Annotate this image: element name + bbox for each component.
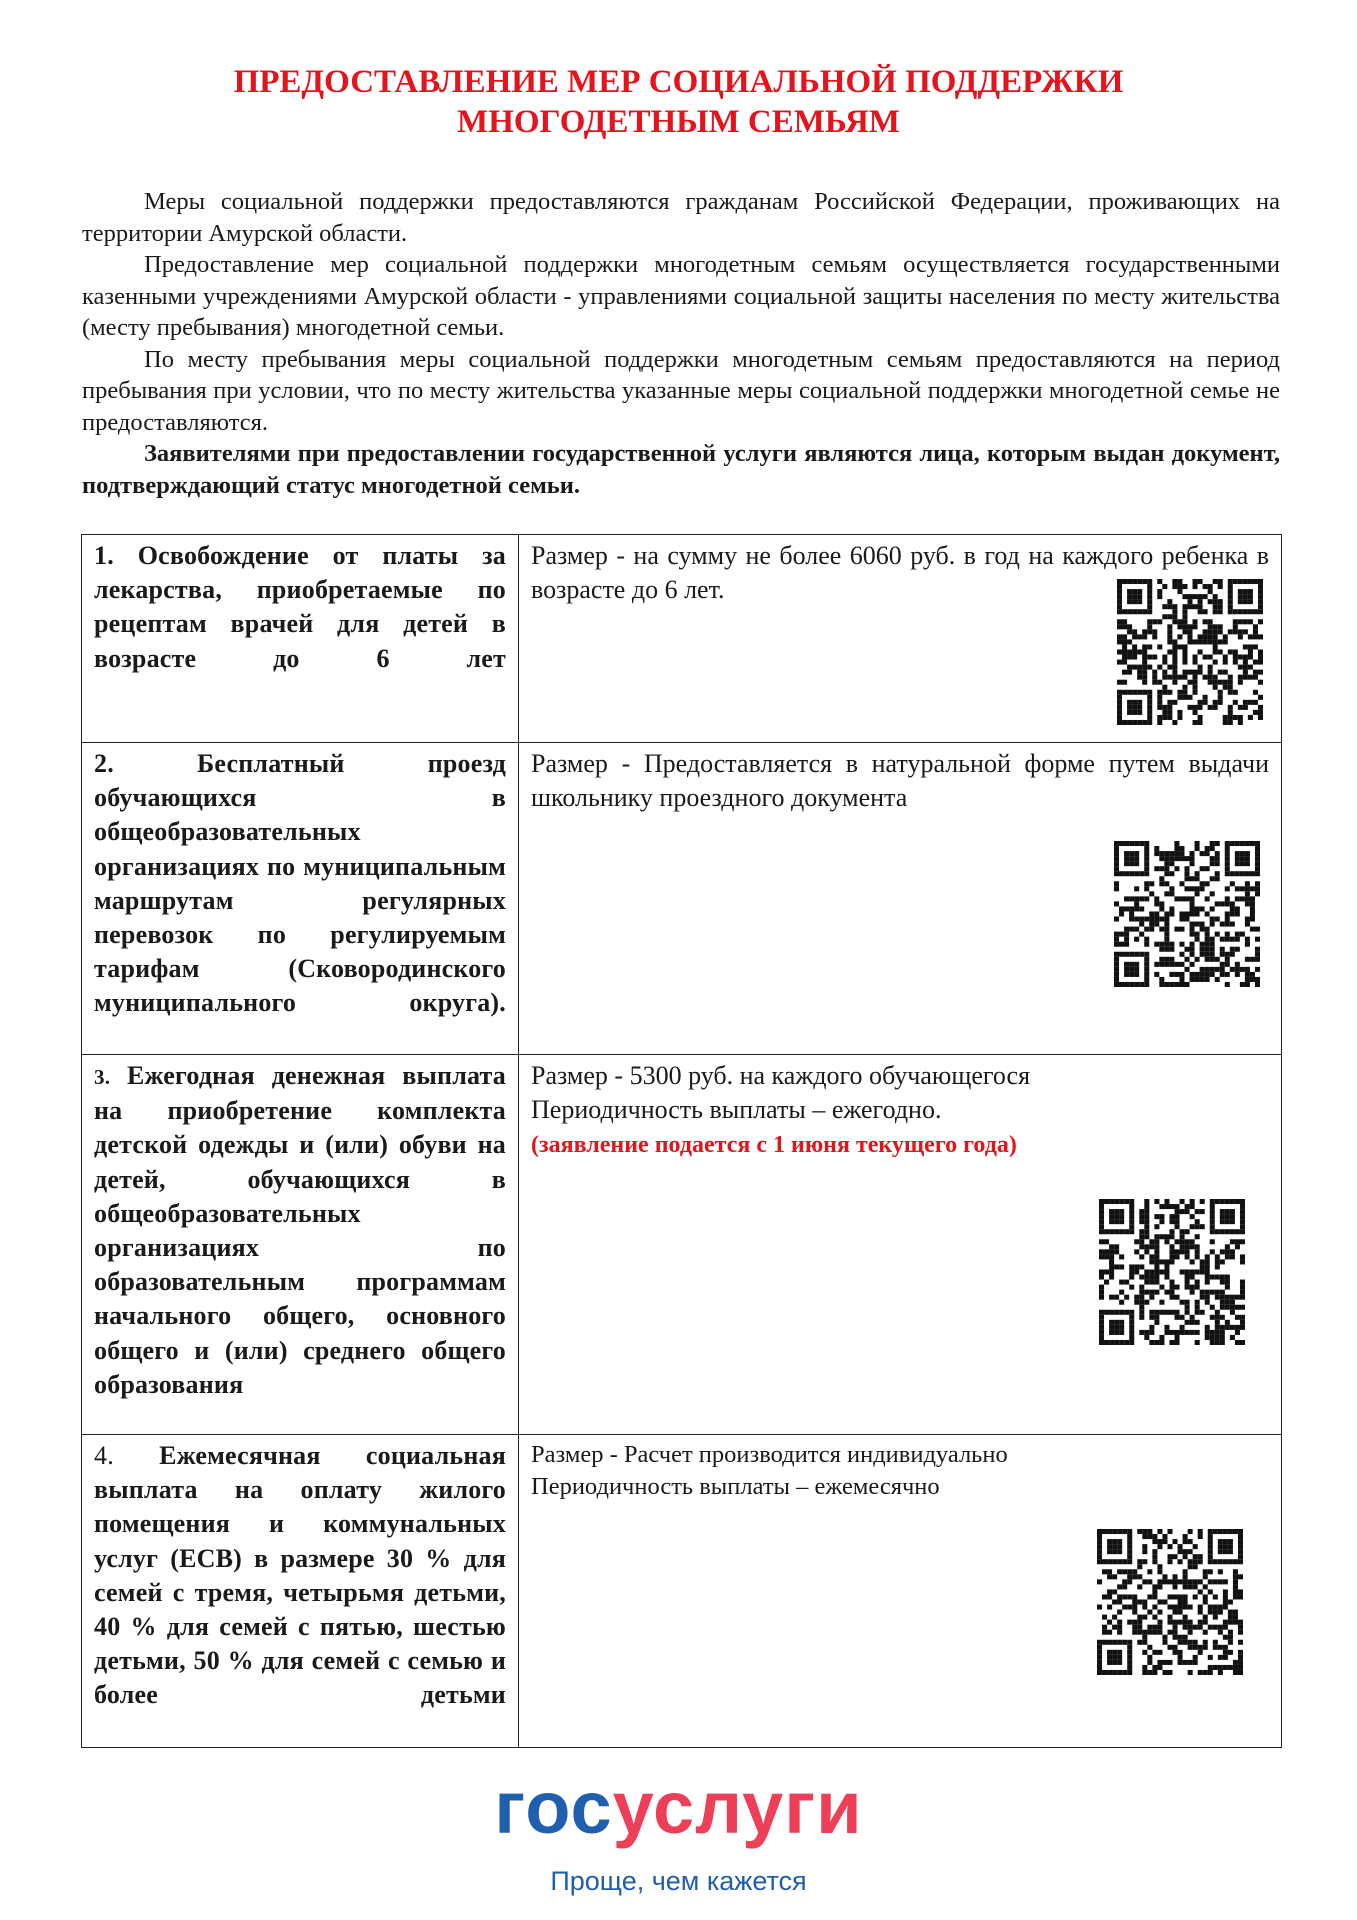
- measure-row-4: [82, 1435, 1282, 1748]
- size-label: Размер: [531, 1061, 608, 1090]
- measure-size: [519, 1055, 1281, 1162]
- measure-title: 1. Освобождение от платы за лекарства, приобретаемые по рецептам врачей для детей в возрасте до 6 лет: [94, 541, 506, 673]
- measure-title: 3. Ежегодная денежная выплата на приобретение комплекта детской одежды и (или) обуви на детей, обучающихся в общеобразовательных организациях по образовательным программам начального общего, основного общего и (или) среднего общего образования: [94, 1061, 507, 1399]
- period-text: Периодичность выплаты – ежемесячно: [531, 1473, 940, 1500]
- measure-details-cell: [519, 743, 1282, 1055]
- measure-title: 4. Ежемесячная социальная выплата на оплату жилого помещения и коммунальных услуг (ЕСВ) в размере 30 % для семей с тремя, четырьмя детьми, 40 % для семей с пятью, шестью детьми, 50 % для семей с семью и более детьми: [94, 1441, 506, 1710]
- measure-details-cell: [519, 535, 1282, 743]
- measure-title-cell: [82, 743, 519, 1055]
- qr-code-icon[interactable]: [1097, 1529, 1243, 1675]
- period-text: Периодичность выплаты – ежегодно.: [531, 1095, 942, 1124]
- measure-row-2: [82, 743, 1282, 1055]
- measures-table: [81, 534, 1282, 1748]
- measure-title-cell: [82, 535, 519, 743]
- intro-text: [82, 186, 1280, 501]
- intro-paragraph: По месту пребывания меры социальной поддержки многодетным семьям предоставляются на период пребывания при условии, что по месту жительства указанные меры социальной поддержки многодетной семье не предоставляются.: [82, 345, 1280, 436]
- size-text: - Предоставляется в натуральной форме путем выдачи школьнику проездного документа: [531, 749, 1269, 812]
- qr-code-icon[interactable]: [1099, 1199, 1245, 1345]
- qr-code-icon[interactable]: [1114, 841, 1260, 987]
- size-label: Размер: [531, 749, 608, 778]
- size-text: - Расчет производится индивидуально: [609, 1441, 1008, 1468]
- intro-paragraph: Предоставление мер социальной поддержки многодетным семьям осуществляется государственными казенными учреждениями Амурской области - управлениями социальной защиты населения по месту жительства (месту пребывания) многодетной семьи.: [82, 251, 1280, 341]
- measure-row-3: [82, 1055, 1282, 1435]
- measure-details-cell: [519, 1055, 1282, 1435]
- size-label: Размер: [531, 541, 608, 570]
- gosuslugi-wordmark: госуслуги: [494, 1766, 863, 1849]
- page-title-line-2: МНОГОДЕТНЫМ СЕМЬЯМ: [457, 104, 900, 140]
- measure-size: [519, 1435, 1281, 1503]
- page-title: [0, 62, 1357, 142]
- measure-title-cell: [82, 1435, 519, 1748]
- measure-title-cell: [82, 1055, 519, 1435]
- measure-size: [519, 743, 1281, 815]
- size-label: Размер: [531, 1441, 604, 1468]
- size-text: - на сумму не более 6060 руб. в год на каждого ребенка в возрасте до 6 лет.: [531, 541, 1269, 604]
- page-title-line-1: ПРЕДОСТАВЛЕНИЕ МЕР СОЦИАЛЬНОЙ ПОДДЕРЖКИ: [233, 64, 1124, 100]
- logo-slogan: Проще, чем кажется: [550, 1866, 807, 1896]
- measure-details-cell: [519, 1435, 1282, 1748]
- application-note: (заявление подается с 1 июня текущего года): [531, 1132, 1017, 1158]
- intro-applicants-paragraph: Заявителями при предоставлении государственной услуги являются лица, которым выдан документ, подтверждающий статус многодетной семьи.: [82, 440, 1280, 499]
- measure-row-1: [82, 535, 1282, 743]
- qr-code-icon[interactable]: [1117, 579, 1263, 725]
- intro-paragraph: Меры социальной поддержки предоставляются гражданам Российской Федерации, проживающих на территории Амурской области.: [82, 188, 1280, 247]
- gosuslugi-logo[interactable]: [0, 1768, 1357, 1897]
- size-text: - 5300 руб. на каждого обучающегося: [614, 1061, 1031, 1090]
- measure-title: 2. Бесплатный проезд обучающихся в общеобразовательных организациях по муниципальным маршрутам регулярных перевозок по регулируемым тарифам (Сковородинского муниципального округа).: [94, 749, 507, 1018]
